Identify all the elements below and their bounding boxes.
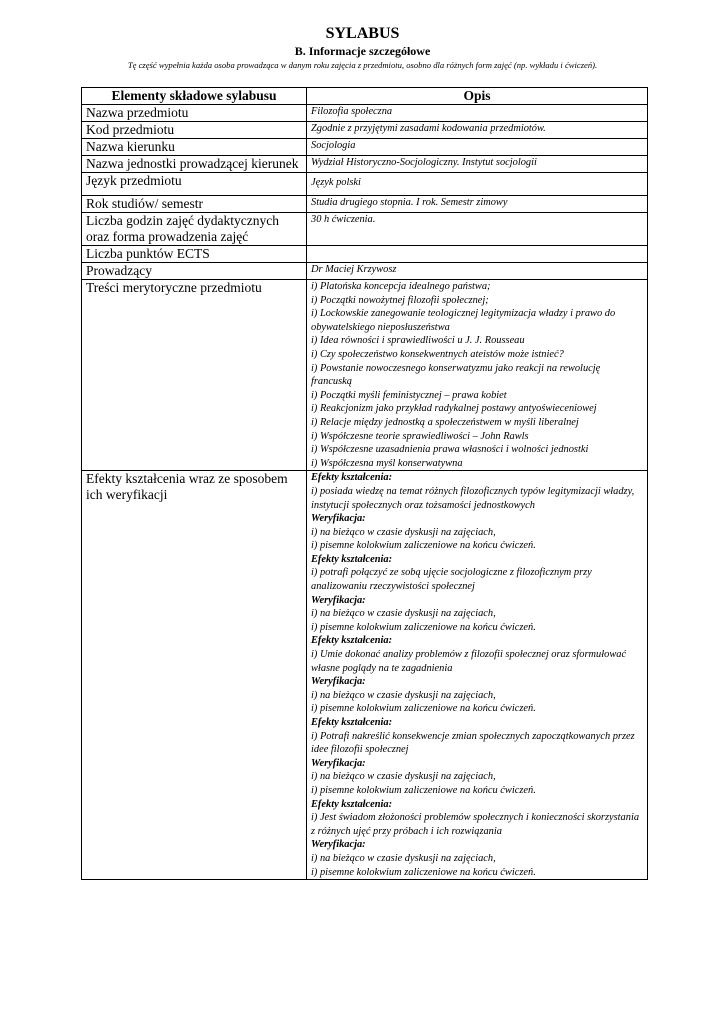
content-item: i) Początki myśli feministycznej – prawa kobiet bbox=[311, 389, 507, 401]
content-item: i) Relacje między jednostką a społeczeństwem w myśli liberalnej bbox=[311, 416, 579, 428]
table-row bbox=[82, 246, 648, 263]
row-label-course-name: Nazwa przedmiotu bbox=[82, 105, 307, 122]
row-value-lecturer: Dr Maciej Krzywosz bbox=[307, 263, 648, 280]
effect-heading: Efekty kształcenia: bbox=[311, 635, 393, 647]
content-item: i) Początki nowożytnej filozofii społecznej; bbox=[311, 294, 489, 306]
effect-text: i) potrafi połączyć ze sobą ujęcie socjologiczne z filozoficznym przy analizowaniu rzeczywistości społecznej bbox=[311, 567, 592, 593]
section-subtitle: B. Informacje szczegółowe bbox=[294, 44, 431, 58]
verification-item: i) pisemne kolokwium zaliczeniowe na końcu ćwiczeń. bbox=[311, 784, 536, 796]
row-value-unit-name: Wydział Historyczno-Socjologiczny. Instytut socjologii bbox=[307, 156, 648, 173]
row-label-unit-name: Nazwa jednostki prowadzącej kierunek bbox=[82, 156, 307, 173]
row-value-field-name: Socjologia bbox=[307, 139, 648, 156]
row-label-year-semester: Rok studiów/ semestr bbox=[82, 196, 307, 213]
row-label-course-code: Kod przedmiotu bbox=[82, 122, 307, 139]
effect-text: i) Jest świadom złożoności problemów społecznych i konieczności skorzystania z różnych ujęć przy próbach i ich rozwiązania bbox=[311, 812, 640, 837]
row-value-hours-form: 30 h ćwiczenia. bbox=[307, 213, 648, 246]
row-value-learning-outcomes bbox=[307, 471, 648, 880]
effect-heading: Efekty kształcenia: bbox=[311, 717, 393, 728]
content-item: i) Platońska koncepcja idealnego państwa; bbox=[311, 281, 491, 292]
content-item: i) Powstanie nowoczesnego konserwatyzmu jako reakcji na rewolucję francuską bbox=[311, 362, 601, 388]
table-row bbox=[82, 471, 648, 880]
content-item: i) Współczesne uzasadnienia prawa własności i wolności jednostki bbox=[311, 444, 589, 456]
row-value-content bbox=[307, 280, 648, 471]
row-label-hours-form: Liczba godzin zajęć dydaktycznych oraz forma prowadzenia zajęć bbox=[82, 213, 307, 246]
verification-item: i) na bieżąco w czasie dyskusji na zajęciach, bbox=[311, 852, 496, 864]
verification-heading: Weryfikacja: bbox=[311, 757, 366, 769]
row-value-course-code: Zgodnie z przyjętymi zasadami kodowania przedmiotów. bbox=[307, 122, 648, 139]
table-row bbox=[82, 263, 648, 280]
table-row bbox=[82, 280, 648, 471]
effect-text: i) posiada wiedzę na temat różnych filozoficznych typów legitymizacji władzy, instytucji społecznych oraz tożsamości jednostkowych bbox=[311, 485, 635, 511]
verification-heading: Weryfikacja: bbox=[311, 839, 366, 851]
row-value-course-name: Filozofia społeczna bbox=[307, 105, 648, 122]
page-title: SYLABUS bbox=[325, 25, 400, 42]
row-value-language: Język polski bbox=[307, 173, 648, 196]
row-label-content: Treści merytoryczne przedmiotu bbox=[82, 280, 307, 471]
verification-item: i) na bieżąco w czasie dyskusji na zajęciach, bbox=[311, 771, 496, 783]
verification-item: i) na bieżąco w czasie dyskusji na zajęciach, bbox=[311, 689, 496, 701]
content-item: i) Reakcjonizm jako przykład radykalnej postawy antyoświeceniowej bbox=[311, 403, 597, 415]
table-header-row bbox=[82, 88, 648, 105]
row-label-ects: Liczba punktów ECTS bbox=[82, 246, 307, 263]
effect-text: i) Potrafi nakreślić konsekwencje zmian społecznych zapoczątkowanych przez idee filozofii społecznej bbox=[311, 730, 635, 756]
row-label-lecturer: Prowadzący bbox=[82, 263, 307, 280]
verification-item: i) na bieżąco w czasie dyskusji na zajęciach, bbox=[311, 608, 496, 620]
row-label-language: Język przedmiotu bbox=[82, 173, 307, 196]
column-header-elements: Elementy składowe sylabusu bbox=[82, 88, 307, 105]
content-item: i) Współczesna myśl konserwatywna bbox=[311, 457, 463, 469]
content-item: i) Idea równości i sprawiedliwości u J. J. Rousseau bbox=[311, 335, 525, 347]
table-row bbox=[82, 122, 648, 139]
effect-heading: Efekty kształcenia: bbox=[311, 553, 393, 565]
syllabus-table bbox=[81, 87, 648, 880]
table-row bbox=[82, 105, 648, 122]
effect-text: i) Umie dokonać analizy problemów z filozofii społecznej oraz sformułować własne poglądy na te zagadnienia bbox=[311, 649, 627, 674]
row-label-field-name: Nazwa kierunku bbox=[82, 139, 307, 156]
verification-item: i) na bieżąco w czasie dyskusji na zajęciach, bbox=[311, 526, 496, 538]
verification-item: i) pisemne kolokwium zaliczeniowe na końcu ćwiczeń. bbox=[311, 866, 536, 878]
verification-heading: Weryfikacja: bbox=[311, 513, 366, 525]
content-item: i) Lockowskie zanegowanie teologicznej legitymizacja władzy i prawo do obywatelskiego nieposłuszeństwa bbox=[311, 308, 616, 333]
row-value-ects bbox=[307, 246, 648, 263]
effect-heading: Efekty kształcenia: bbox=[311, 798, 393, 810]
instruction-note: Tę część wypełnia każda osoba prowadząca w danym roku zajęcia z przedmiotu, osobno dla różnych form zajęć (np. wykładu i ćwiczeń). bbox=[127, 60, 598, 70]
table-row bbox=[82, 139, 648, 156]
row-value-year-semester: Studia drugiego stopnia. I rok. Semestr zimowy bbox=[307, 196, 648, 213]
table-row bbox=[82, 156, 648, 173]
table-row bbox=[82, 196, 648, 213]
verification-item: i) pisemne kolokwium zaliczeniowe na końcu ćwiczeń. bbox=[311, 703, 536, 715]
verification-item: i) pisemne kolokwium zaliczeniowe na końcu ćwiczeń. bbox=[311, 540, 536, 552]
content-item: i) Czy społeczeństwo konsekwentnych ateistów może istnieć? bbox=[311, 348, 564, 360]
effect-heading: Efekty kształcenia: bbox=[311, 472, 393, 484]
table-row bbox=[82, 213, 648, 246]
verification-heading: Weryfikacja: bbox=[311, 594, 366, 606]
column-header-description: Opis bbox=[307, 88, 648, 105]
verification-heading: Weryfikacja: bbox=[311, 676, 366, 688]
row-label-learning-outcomes: Efekty kształcenia wraz ze sposobem ich weryfikacji bbox=[82, 471, 307, 880]
verification-item: i) pisemne kolokwium zaliczeniowe na końcu ćwiczeń. bbox=[311, 621, 536, 633]
table-row bbox=[82, 173, 648, 196]
content-item: i) Współczesne teorie sprawiedliwości – John Rawls bbox=[311, 430, 529, 442]
